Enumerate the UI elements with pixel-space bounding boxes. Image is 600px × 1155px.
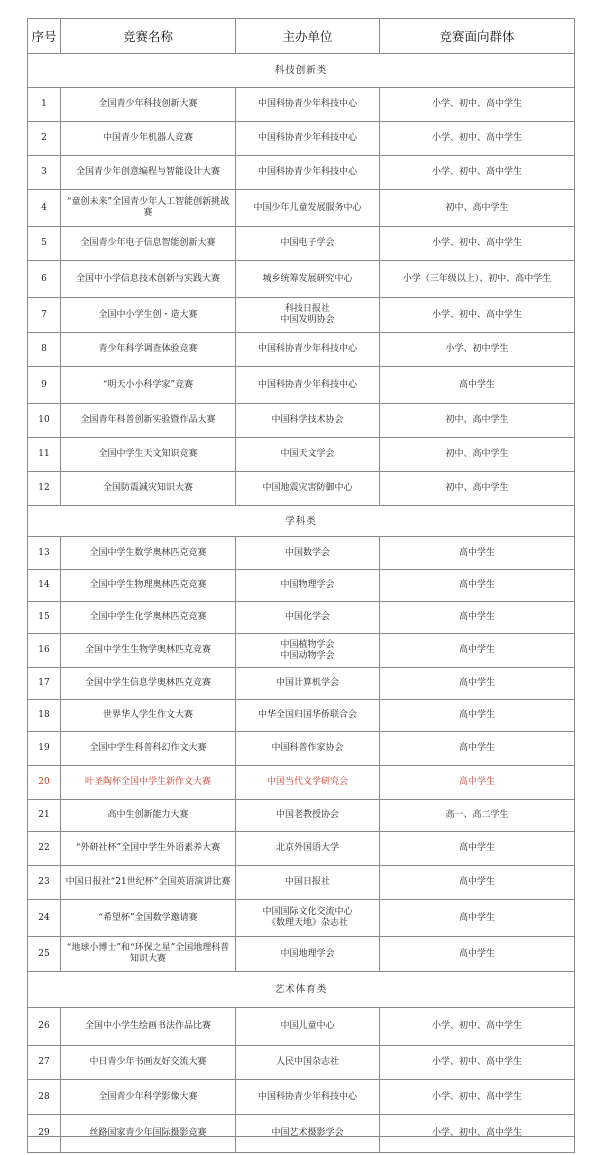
cell-competition-name: 全国中小学生创・造大赛 [61, 298, 236, 333]
cell-audience: 高中学生 [380, 668, 575, 700]
table-bottom-border [27, 1136, 574, 1137]
cell-audience: 小学、初中、高中学生 [380, 227, 575, 261]
cell-audience: 高中学生 [380, 866, 575, 900]
cell-organizer: 中国科协青少年科技中心 [236, 1080, 380, 1115]
cell-organizer: 中国科学技术协会 [236, 404, 380, 438]
cell-audience: 高中学生 [380, 766, 575, 800]
cell-competition-name: 中日青少年书画友好交流大赛 [61, 1046, 236, 1080]
cell-organizer: 中国植物学会 中国动物学会 [236, 634, 380, 668]
cell-index: 15 [28, 602, 61, 634]
cell-index: 27 [28, 1046, 61, 1080]
section-title: 学科类 [28, 506, 575, 537]
cell-competition-name: 青少年科学调查体验竞赛 [61, 333, 236, 367]
cell-audience: 高中学生 [380, 900, 575, 937]
cell-organizer: 中国日报社 [236, 866, 380, 900]
cell-index: 19 [28, 732, 61, 766]
table-row [28, 438, 575, 472]
cell-index: 2 [28, 122, 61, 156]
cell-organizer: 中国国际文化交流中心 《数理天地》杂志社 [236, 900, 380, 937]
header-audience: 竞赛面向群体 [380, 19, 575, 54]
cell-audience: 小学、初中、高中学生 [380, 156, 575, 190]
cell-index: 1 [28, 88, 61, 122]
cell-organizer: 中国科协青少年科技中心 [236, 122, 380, 156]
table-row [28, 800, 575, 832]
cell-index: 3 [28, 156, 61, 190]
table-row [28, 227, 575, 261]
cell-organizer: 中国科普作家协会 [236, 732, 380, 766]
section-header-row [28, 54, 575, 88]
cell-audience: 小学、初中、高中学生 [380, 298, 575, 333]
table-row [28, 261, 575, 298]
table-row [28, 602, 575, 634]
cell-competition-name: 全国中学生天文知识竞赛 [61, 438, 236, 472]
cell-competition-name: 全国青少年科学影像大赛 [61, 1080, 236, 1115]
section-header-row [28, 972, 575, 1008]
cell-audience: 高中学生 [380, 570, 575, 602]
section-title: 科技创新类 [28, 54, 575, 88]
cell-index: 21 [28, 800, 61, 832]
cell-index: 4 [28, 190, 61, 227]
cell-index: 5 [28, 227, 61, 261]
table-row [28, 732, 575, 766]
cell-audience: 高中学生 [380, 937, 575, 972]
cell-competition-name: 全国中小学生绘画书法作品比赛 [61, 1008, 236, 1046]
cell-index: 20 [28, 766, 61, 800]
cell-audience: 高中学生 [380, 700, 575, 732]
table-row [28, 404, 575, 438]
cell-organizer: 中国老教授协会 [236, 800, 380, 832]
cell-organizer: 中国计算机学会 [236, 668, 380, 700]
cell-competition-name: “明天小小科学家”竞赛 [61, 367, 236, 404]
table-row [28, 700, 575, 732]
cell-competition-name: 全国中学生生物学奥林匹克竞赛 [61, 634, 236, 668]
table-row [28, 634, 575, 668]
cell-index: 25 [28, 937, 61, 972]
cell-competition-name: 全国中学生数学奥林匹克竞赛 [61, 537, 236, 570]
cell-competition-name: 世界华人学生作文大赛 [61, 700, 236, 732]
cell-audience: 高中学生 [380, 367, 575, 404]
cell-competition-name: 全国青少年创意编程与智能设计大赛 [61, 156, 236, 190]
section-header-row [28, 506, 575, 537]
cell-audience: 小学、初中、高中学生 [380, 1115, 575, 1153]
table-row [28, 156, 575, 190]
competition-table [27, 18, 575, 1153]
cell-competition-name: 全国防震减灾知识大赛 [61, 472, 236, 506]
cell-index: 10 [28, 404, 61, 438]
table-row [28, 766, 575, 800]
cell-index: 6 [28, 261, 61, 298]
cell-audience: 小学、初中学生 [380, 333, 575, 367]
cell-organizer: 中国数学会 [236, 537, 380, 570]
cell-organizer: 中国地震灾害防御中心 [236, 472, 380, 506]
cell-audience: 小学、初中、高中学生 [380, 1008, 575, 1046]
header-organizer: 主办单位 [236, 19, 380, 54]
cell-audience: 初中、高中学生 [380, 190, 575, 227]
cell-index: 9 [28, 367, 61, 404]
cell-organizer: 中国少年儿童发展服务中心 [236, 190, 380, 227]
cell-audience: 高中学生 [380, 602, 575, 634]
table-row [28, 668, 575, 700]
cell-audience: 初中、高中学生 [380, 404, 575, 438]
cell-competition-name: 中国日报社“21世纪杯”全国英语演讲比赛 [61, 866, 236, 900]
cell-organizer: 城乡统筹发展研究中心 [236, 261, 380, 298]
table-row [28, 570, 575, 602]
cell-competition-name: 丝路国家青少年国际摄影竞赛 [61, 1115, 236, 1153]
table-row [28, 472, 575, 506]
cell-audience: 小学、初中、高中学生 [380, 122, 575, 156]
cell-competition-name: “地球小博士”和“环保之星”全国地理科普知识大赛 [61, 937, 236, 972]
cell-organizer: 北京外国语大学 [236, 832, 380, 866]
cell-audience: 小学、初中、高中学生 [380, 1080, 575, 1115]
cell-index: 8 [28, 333, 61, 367]
table-row [28, 1008, 575, 1046]
cell-audience: 小学、初中、高中学生 [380, 88, 575, 122]
cell-competition-name: 叶圣陶杯全国中学生新作文大赛 [61, 766, 236, 800]
cell-competition-name: 全国中学生信息学奥林匹克竞赛 [61, 668, 236, 700]
table-row [28, 122, 575, 156]
cell-organizer: 中国科协青少年科技中心 [236, 88, 380, 122]
cell-audience: 高中学生 [380, 832, 575, 866]
header-index: 序号 [28, 19, 61, 54]
cell-competition-name: 全国青少年科技创新大赛 [61, 88, 236, 122]
cell-index: 7 [28, 298, 61, 333]
table-row [28, 866, 575, 900]
cell-index: 22 [28, 832, 61, 866]
table-row [28, 1080, 575, 1115]
table-row [28, 333, 575, 367]
cell-audience: 高中学生 [380, 634, 575, 668]
cell-organizer: 人民中国杂志社 [236, 1046, 380, 1080]
table-row [28, 900, 575, 937]
table-header-row [28, 19, 575, 54]
cell-organizer: 中国当代文学研究会 [236, 766, 380, 800]
cell-organizer: 中国科协青少年科技中心 [236, 367, 380, 404]
cell-organizer: 科技日报社 中国发明协会 [236, 298, 380, 333]
section-title: 艺术体育类 [28, 972, 575, 1008]
cell-audience: 初中、高中学生 [380, 438, 575, 472]
cell-organizer: 中国科协青少年科技中心 [236, 156, 380, 190]
cell-competition-name: 全国中学生科普科幻作文大赛 [61, 732, 236, 766]
cell-organizer: 中国科协青少年科技中心 [236, 333, 380, 367]
cell-organizer: 中国天文学会 [236, 438, 380, 472]
cell-index: 16 [28, 634, 61, 668]
cell-audience: 高中学生 [380, 732, 575, 766]
cell-audience: 高中学生 [380, 537, 575, 570]
table-row [28, 367, 575, 404]
cell-index: 28 [28, 1080, 61, 1115]
cell-organizer: 中国儿童中心 [236, 1008, 380, 1046]
cell-competition-name: 全国青年科普创新实验暨作品大赛 [61, 404, 236, 438]
cell-competition-name: “希望杯”全国数学邀请赛 [61, 900, 236, 937]
cell-organizer: 中国物理学会 [236, 570, 380, 602]
cell-audience: 初中、高中学生 [380, 472, 575, 506]
table-row [28, 1115, 575, 1153]
cell-index: 11 [28, 438, 61, 472]
cell-organizer: 中国电子学会 [236, 227, 380, 261]
table-row [28, 937, 575, 972]
cell-index: 17 [28, 668, 61, 700]
cell-organizer: 中国化学会 [236, 602, 380, 634]
table-row [28, 88, 575, 122]
cell-competition-name: 中国青少年机器人竞赛 [61, 122, 236, 156]
table-row [28, 298, 575, 333]
table-row [28, 537, 575, 570]
cell-competition-name: 全国中学生化学奥林匹克竞赛 [61, 602, 236, 634]
cell-audience: 小学（三年级以上）、初中、高中学生 [380, 261, 575, 298]
table-row [28, 832, 575, 866]
cell-organizer: 中华全国归国华侨联合会 [236, 700, 380, 732]
cell-index: 29 [28, 1115, 61, 1153]
cell-audience: 高一、高二学生 [380, 800, 575, 832]
cell-index: 23 [28, 866, 61, 900]
cell-competition-name: “外研社杯”全国中学生外语素养大赛 [61, 832, 236, 866]
cell-index: 14 [28, 570, 61, 602]
cell-index: 13 [28, 537, 61, 570]
cell-competition-name: 全国中学生物理奥林匹克竞赛 [61, 570, 236, 602]
cell-competition-name: “童创未来”全国青少年人工智能创新挑战赛 [61, 190, 236, 227]
table-body [28, 54, 575, 1153]
cell-index: 24 [28, 900, 61, 937]
cell-organizer: 中国艺术摄影学会 [236, 1115, 380, 1153]
header-name: 竞赛名称 [61, 19, 236, 54]
cell-index: 12 [28, 472, 61, 506]
cell-audience: 小学、初中、高中学生 [380, 1046, 575, 1080]
cell-competition-name: 全国青少年电子信息智能创新大赛 [61, 227, 236, 261]
cell-competition-name: 全国中小学信息技术创新与实践大赛 [61, 261, 236, 298]
table-row [28, 190, 575, 227]
cell-index: 26 [28, 1008, 61, 1046]
table-row [28, 1046, 575, 1080]
cell-index: 18 [28, 700, 61, 732]
cell-competition-name: 高中生创新能力大赛 [61, 800, 236, 832]
cell-organizer: 中国地理学会 [236, 937, 380, 972]
